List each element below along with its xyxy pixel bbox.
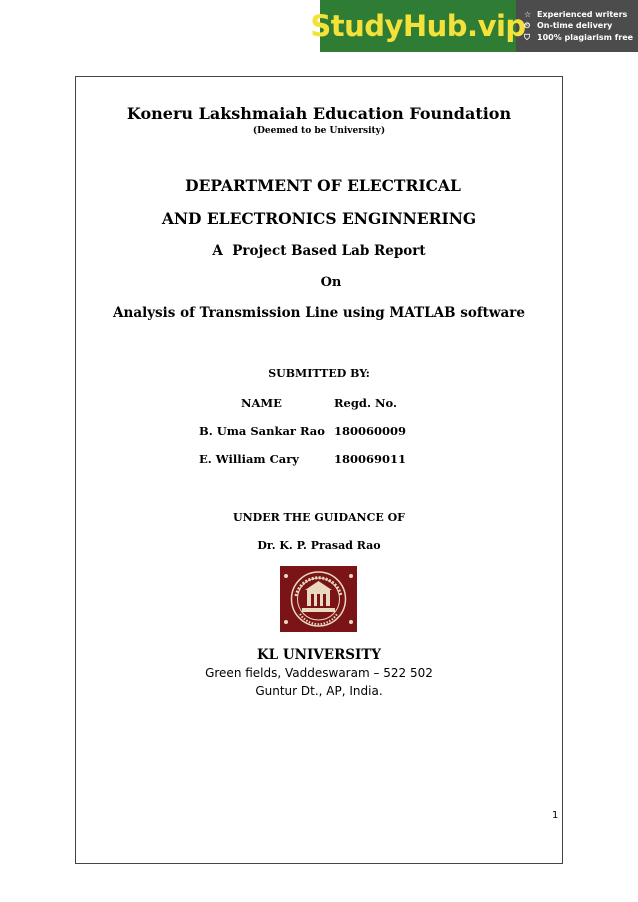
report-type: A Project Based Lab Report: [212, 243, 426, 259]
report-topic: Analysis of Transmission Line using MATLAB software: [113, 305, 525, 321]
guide-name: Dr. K. P. Prasad Rao: [257, 539, 381, 552]
shield-check-icon: ⛉: [524, 32, 530, 42]
department-line-2: AND ELECTRONICS ENGINNERING: [161, 209, 477, 228]
banner-feature: [524, 33, 638, 43]
address-line-2: Guntur Dt., AP, India.: [255, 684, 383, 698]
banner-feature-list: [516, 0, 638, 52]
address-line-1: Green fields, Vaddeswaram – 522 502: [205, 666, 433, 680]
star-icon: ☆: [524, 9, 532, 19]
banner-feature: [524, 10, 638, 19]
table-header-regd: Regd. No.: [334, 396, 397, 410]
advert-banner[interactable]: [310, 0, 638, 52]
student-name: E. William Cary: [199, 452, 299, 466]
page-number: 1: [552, 810, 559, 821]
student-regd-no: 180060009: [334, 424, 407, 438]
submitted-by-heading: SUBMITTED BY:: [268, 367, 370, 380]
student-name: B. Uma Sankar Rao: [199, 424, 325, 438]
banner-feature: [524, 21, 638, 31]
studyhub-logo-link[interactable]: StudyHub.vip: [320, 0, 516, 52]
banner-feature-label: Experienced writers: [537, 9, 628, 19]
university-emblem-icon: [280, 566, 357, 632]
clock-icon: ⏲: [524, 20, 531, 30]
institution-note: (Deemed to be University): [252, 126, 386, 136]
banner-feature-label: 100% plagiarism free: [537, 33, 634, 42]
on-label: On: [320, 275, 342, 290]
banner-feature-label: On-time delivery: [537, 21, 613, 30]
student-regd-no: 180069011: [334, 452, 407, 466]
university-name: KL UNIVERSITY: [256, 647, 382, 663]
guidance-heading: UNDER THE GUIDANCE OF: [233, 511, 405, 524]
institution-title: Koneru Lakshmaiah Education Foundation: [126, 104, 512, 123]
table-header-name: NAME: [241, 396, 282, 410]
department-line-1: DEPARTMENT OF ELECTRICAL: [185, 176, 461, 195]
